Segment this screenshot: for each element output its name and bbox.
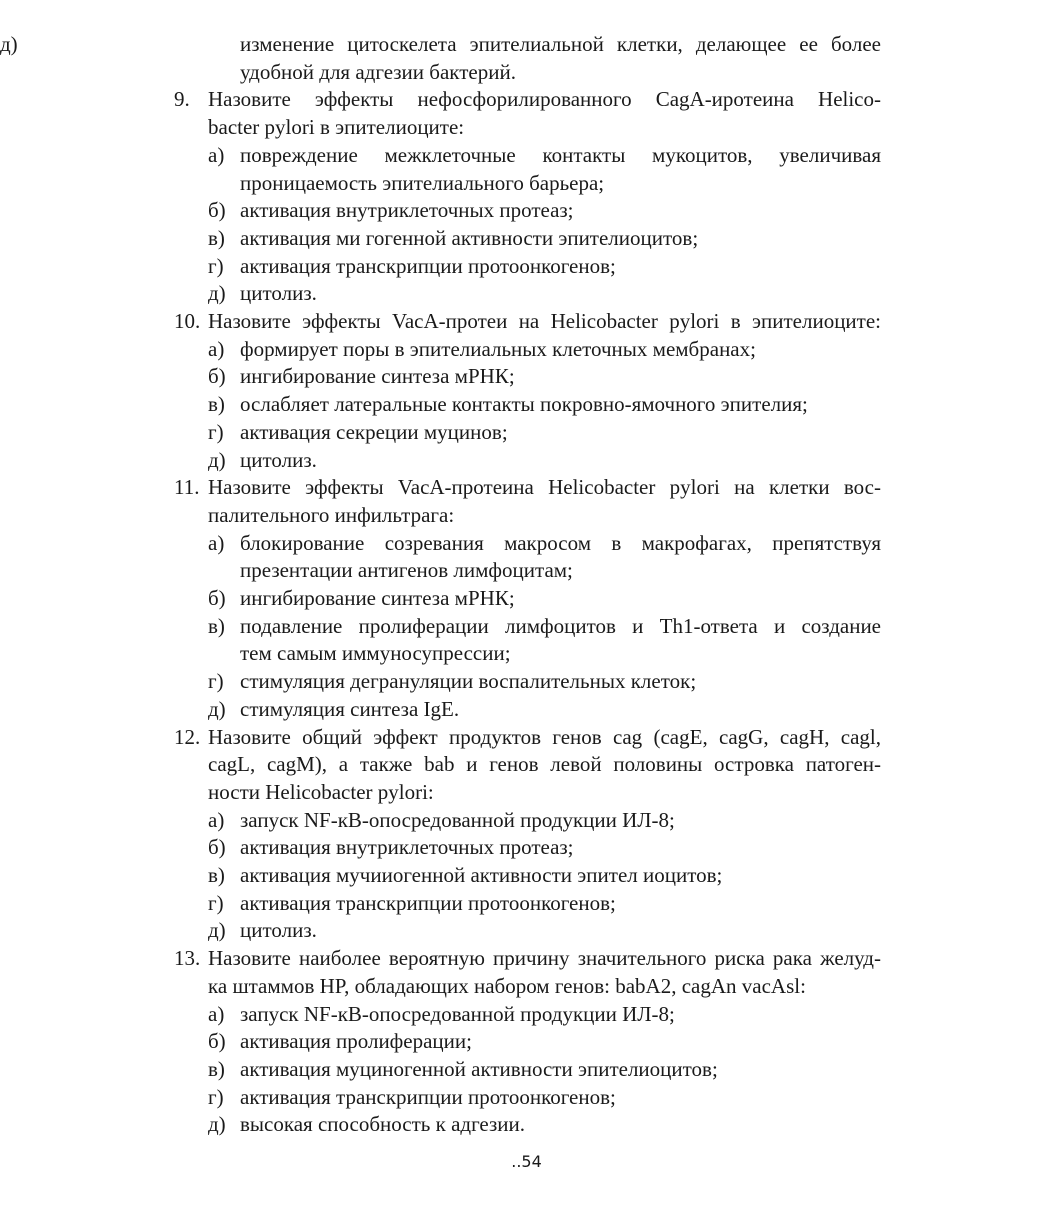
option-letter: в) (208, 226, 225, 250)
option-letter: г) (208, 420, 224, 444)
option-text: активация транскрипции протоонкогенов; (240, 891, 616, 915)
option-letter: а) (208, 808, 225, 832)
option-letter: б) (208, 1029, 226, 1053)
option-text: стимуляция синтеза IgE. (240, 697, 460, 721)
option-letter: в) (208, 1057, 225, 1081)
option-text: подавление пролиферации лимфоцитов и Th1-ответа и создание (240, 614, 881, 638)
option-letter: а) (208, 1002, 225, 1026)
question-text: bacter pylori в эпителиоците: (208, 115, 465, 139)
option-text: формирует поры в эпителиальных клеточных мембранах; (240, 337, 756, 361)
question-number: 9. (174, 87, 190, 111)
question-number: 11. (174, 475, 200, 499)
option-text: цитолиз. (240, 281, 317, 305)
option-letter: б) (208, 835, 226, 859)
question-text: Назовите эффекты VacA-протеина Helicobacter pylori на клетки вос- (208, 475, 881, 499)
option-letter: д) (0, 32, 18, 56)
option-text: цитолиз. (240, 918, 317, 942)
option-text: активация транскрипции протоонкогенов; (240, 1085, 616, 1109)
option-text: активация мучииогенной активности эпител иоцитов; (240, 863, 723, 887)
option-text: ингибирование синтеза мРНК; (240, 586, 515, 610)
option-text: активация пролиферации; (240, 1029, 472, 1053)
option-letter: в) (208, 863, 225, 887)
question-text: Назовите наиболее вероятную причину значительного риска рака желуд- (208, 946, 881, 970)
question-text: ка штаммов HP, обладающих набором генов: babA2, cagAn vacAsl: (208, 974, 806, 998)
option-text: тем самым иммуносупрессии; (240, 641, 511, 665)
option-letter: г) (208, 891, 224, 915)
question-number: 12. (174, 725, 201, 749)
option-letter: г) (208, 669, 224, 693)
question-text: Назовите эффекты нефосфорилированного CagA-иротеина Helico- (208, 87, 881, 111)
option-letter: а) (208, 337, 225, 361)
option-text: ингибирование синтеза мРНК; (240, 364, 515, 388)
question-text: Назовите общий эффект продуктов генов cag (cagE, cagG, cagH, cagl, (208, 725, 881, 749)
option-text: блокирование созревания макросом в макрофагах, препятствуя (240, 531, 881, 555)
option-text: активация внутриклеточных протеаз; (240, 198, 574, 222)
option-text: удобной для адгезии бактерий. (240, 60, 516, 84)
page-number: ..54 (511, 1152, 542, 1171)
option-text: запуск NF-кВ-опосредованной продукции ИЛ-8; (240, 808, 675, 832)
question-number: 10. (174, 309, 201, 333)
option-text: запуск NF-кВ-опосредованной продукции ИЛ-8; (240, 1002, 675, 1026)
option-letter: а) (208, 531, 225, 555)
option-letter: б) (208, 198, 226, 222)
option-text: цитолиз. (240, 448, 317, 472)
question-text: cagL, cagM), а также bab и генов левой половины островка патоген- (208, 752, 881, 776)
option-text: активация муциногенной активности эпителиоцитов; (240, 1057, 718, 1081)
option-letter: д) (208, 281, 226, 305)
option-text: активация транскрипции протоонкогенов; (240, 254, 616, 278)
option-letter: г) (208, 1085, 224, 1109)
question-text: ности Helicobacter pylori: (208, 780, 434, 804)
option-letter: б) (208, 586, 226, 610)
option-text: высокая способность к адгезии. (240, 1112, 526, 1136)
option-letter: г) (208, 254, 224, 278)
option-letter: д) (208, 1112, 226, 1136)
question-text: палительного инфильтрага: (208, 503, 455, 527)
option-letter: а) (208, 143, 225, 167)
question-number: 13. (174, 946, 201, 970)
option-text: повреждение межклеточные контакты мукоцитов, увеличивая (240, 143, 881, 167)
option-letter: в) (208, 614, 225, 638)
option-text: стимуляция дегрануляции воспалительных клеток; (240, 669, 697, 693)
option-letter: д) (208, 697, 226, 721)
option-text: активация внутриклеточных протеаз; (240, 835, 574, 859)
option-text: презентации антигенов лимфоцитам; (240, 558, 573, 582)
option-text: проницаемость эпителиального барьера; (240, 171, 605, 195)
question-text: Назовите эффекты VacA-протеи на Helicobacter pylori в эпителиоците: (208, 309, 881, 333)
option-letter: д) (208, 918, 226, 942)
option-letter: д) (208, 448, 226, 472)
option-text: активация ми гогенной активности эпителиоцитов; (240, 226, 699, 250)
option-text: активация секреции муцинов; (240, 420, 508, 444)
option-letter: б) (208, 364, 226, 388)
option-text: изменение цитоскелета эпителиальной клетки, делающее ее более (240, 32, 881, 56)
option-letter: в) (208, 392, 225, 416)
option-text: ослабляет латеральные контакты покровно-ямочного эпителия; (240, 392, 808, 416)
